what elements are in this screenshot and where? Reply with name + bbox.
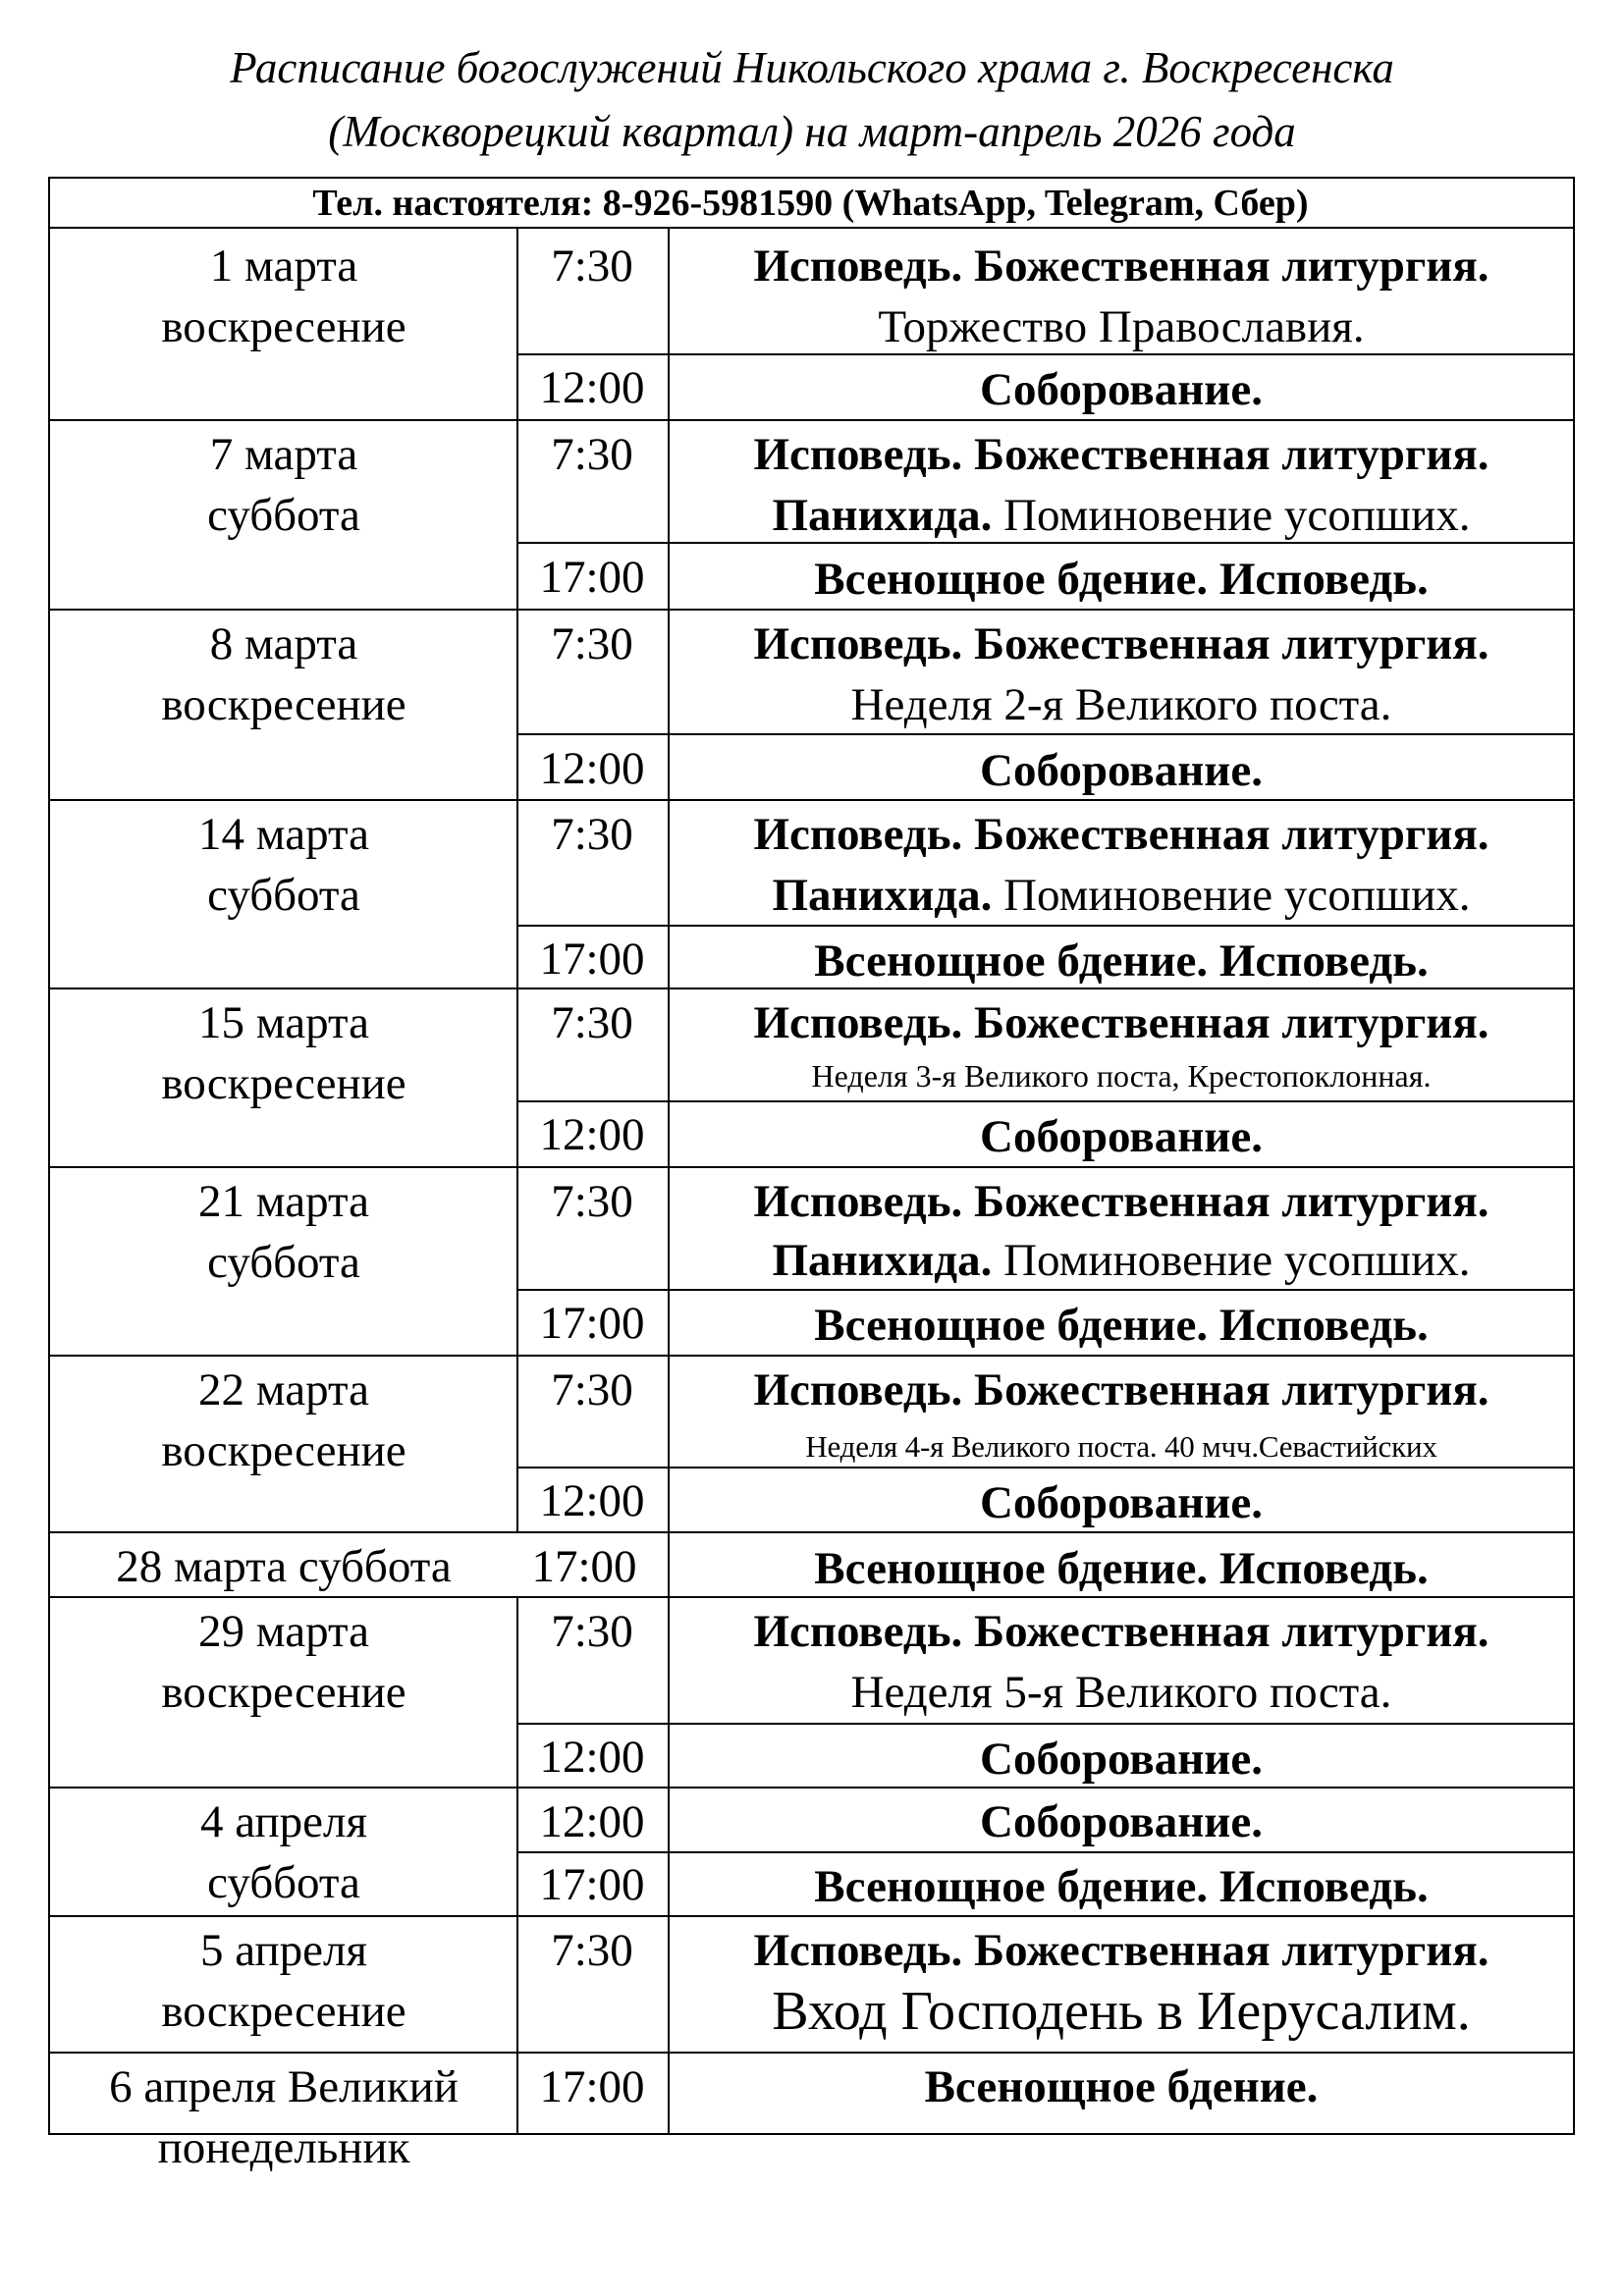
service-note: Вход Господень в Иерусалим. [772,1981,1471,2042]
service-note-bold: Панихида. [772,1235,993,1286]
service-time: 12:00 [539,362,645,413]
day-date: 21 марта [198,1176,369,1227]
service-title: Соборование. [980,1477,1263,1528]
service-time: 17:00 [531,1541,637,1592]
service-title: Соборование. [980,1796,1263,1847]
service-note [670,1230,1573,1291]
service-title: Исповедь. Божественная литургия. [753,997,1489,1048]
day-weekday: воскресение [161,301,406,352]
service-title: Исповедь. Божественная литургия. [753,429,1489,480]
service-note: Неделя 2-я Великого поста. [850,679,1392,730]
service-time: 12:00 [539,1796,645,1847]
day-weekday: воскресение [161,679,406,730]
service-title: Соборование. [980,1734,1263,1785]
service-title: Соборование. [980,745,1263,796]
day-date: 8 марта [209,618,358,669]
day-weekday: суббота [207,1857,360,1908]
service-title: Всенощное бдение. Исповедь. [814,1861,1429,1912]
day-weekday: воскресение [161,1058,406,1109]
service-note-bold: Панихида. [772,870,993,921]
day-weekday: воскресение [161,1986,406,2037]
service-note: Неделя 4-я Великого поста. 40 мчч.Севастийских [805,1429,1437,1464]
service-time: 12:00 [539,1475,645,1526]
page-title: Расписание богослужений Никольского храма г. Воскресенска [230,43,1394,92]
day-date: 7 марта [209,429,358,480]
day-date: 14 марта [198,809,369,860]
service-time: 7:30 [551,997,633,1048]
day-date: 28 марта суббота [116,1541,452,1592]
day-date: 22 марта [198,1364,369,1415]
day-weekday: воскресение [161,1425,406,1476]
service-time: 17:00 [539,2061,645,2112]
service-title: Всенощное бдение. Исповедь. [814,1300,1429,1351]
service-title: Исповедь. Божественная литургия. [753,618,1489,669]
service-note-text: Поминовение усопших. [992,870,1471,921]
day-weekday: суббота [207,870,360,921]
day-weekday: суббота [207,490,360,541]
service-time: 12:00 [539,743,645,794]
service-title: Соборование. [980,1111,1263,1162]
service-time: 17:00 [539,1859,645,1910]
service-time: 7:30 [551,809,633,860]
service-note: Неделя 5-я Великого поста. [850,1667,1392,1718]
service-time: 17:00 [539,1298,645,1349]
service-time: 7:30 [551,1176,633,1227]
day-date: 5 апреля [199,1925,368,1976]
service-note-bold: Панихида. [772,490,993,541]
day-date: 29 марта [198,1606,369,1657]
service-title: Исповедь. Божественная литургия. [753,809,1489,860]
service-time: 7:30 [551,1925,633,1976]
service-note [670,865,1573,926]
service-title: Всенощное бдение. Исповедь. [814,1543,1429,1594]
day-weekday: понедельник [157,2122,410,2173]
page-subtitle: (Москворецкий квартал) на март-апрель 2026 года [328,107,1296,156]
service-note-text: Поминовение усопших. [992,1235,1471,1286]
day-date: 6 апреля Великий [109,2061,459,2112]
day-weekday: суббота [207,1237,360,1288]
service-time: 7:30 [551,1606,633,1657]
day-weekday: воскресение [161,1667,406,1718]
service-time: 7:30 [551,1364,633,1415]
service-title: Исповедь. Божественная литургия. [753,1925,1489,1976]
day-date: 15 марта [198,997,369,1048]
day-date: 1 марта [209,240,358,292]
service-title: Всенощное бдение. Исповедь. [814,554,1429,605]
service-time: 17:00 [539,552,645,603]
service-title: Исповедь. Божественная литургия. [753,1606,1489,1657]
service-title: Исповедь. Божественная литургия. [753,240,1489,292]
rector-phone: Тел. настоятеля: 8-926-5981590 (WhatsApp, Telegram, Сбер) [312,183,1309,224]
service-note: Торжество Православия. [878,301,1365,352]
service-note [670,485,1573,546]
service-time: 12:00 [539,1109,645,1160]
service-time: 12:00 [539,1732,645,1783]
service-note: Неделя 3-я Великого поста, Крестопоклонная. [811,1058,1432,1094]
service-title: Соборование. [980,364,1263,415]
service-title: Исповедь. Божественная литургия. [753,1364,1489,1415]
service-time: 7:30 [551,429,633,480]
service-time: 7:30 [551,240,633,292]
service-note-text: Поминовение усопших. [992,490,1471,541]
service-title: Исповедь. Божественная литургия. [753,1176,1489,1227]
service-time: 17:00 [539,934,645,985]
service-title: Всенощное бдение. [924,2061,1319,2112]
day-date: 4 апреля [199,1796,368,1847]
service-time: 7:30 [551,618,633,669]
service-title: Всенощное бдение. Исповедь. [814,935,1429,987]
